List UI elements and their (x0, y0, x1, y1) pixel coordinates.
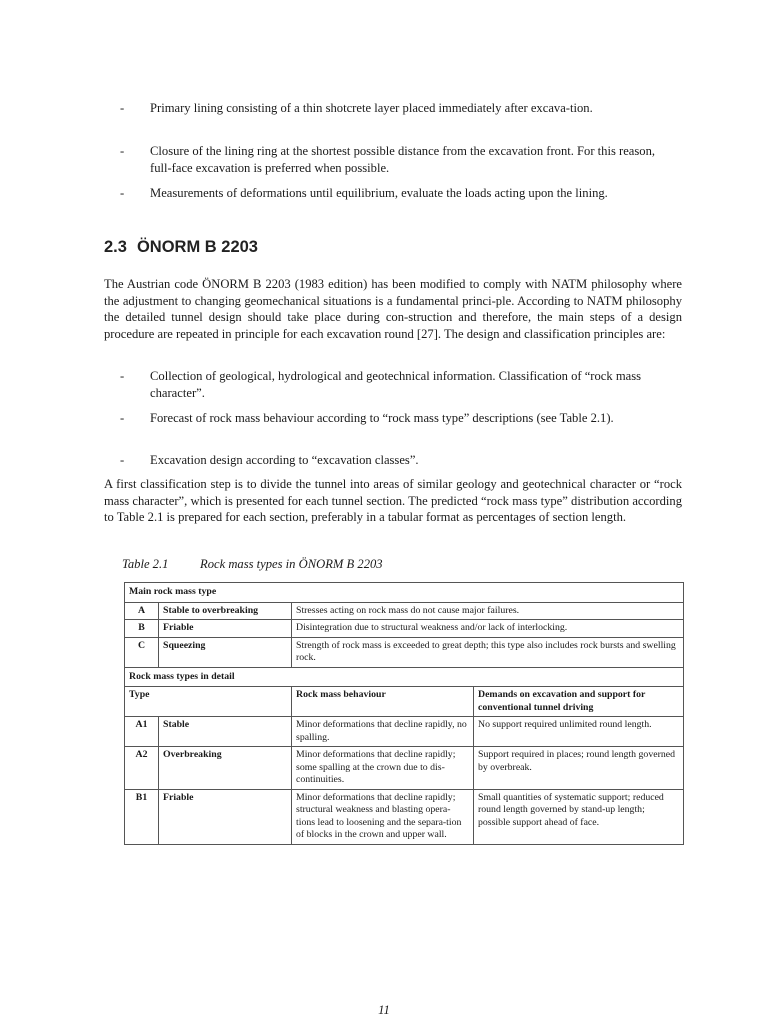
type-code: A1 (125, 717, 159, 747)
page-number: 11 (378, 1003, 390, 1017)
detail-types-header: Rock mass types in detail (125, 667, 684, 687)
table-row (125, 747, 684, 790)
bullet-forecast (104, 410, 664, 427)
bullet-text: Measurements of deformations until equilibrium, evaluate the loads acting upon the lining. (150, 186, 608, 200)
bullet-lining-closure (104, 143, 664, 176)
bullet-text: Collection of geological, hydrological and geotechnical information. Classification of “rock mass character”. (150, 369, 642, 400)
table-row (125, 583, 684, 603)
type-name: Stable (159, 717, 292, 747)
table-row (125, 637, 684, 667)
bullet-text: Forecast of rock mass behaviour according to “rock mass type” descriptions (see Table 2.1). (150, 411, 614, 425)
table-row (125, 602, 684, 620)
demands-cell: Support required in places; round length governed by overbreak. (474, 747, 684, 790)
table-caption (122, 557, 383, 572)
bullet-primary-lining (104, 100, 664, 117)
bullet-dash: - (120, 186, 125, 200)
type-name: Squeezing (159, 637, 292, 667)
table-caption-title: Rock mass types in ÖNORM B 2203 (200, 557, 383, 571)
type-code: B1 (125, 789, 159, 844)
table-row (125, 687, 684, 717)
table-row (125, 717, 684, 747)
type-name: Friable (159, 620, 292, 638)
column-header-behaviour: Rock mass behaviour (292, 687, 474, 717)
type-code: A2 (125, 747, 159, 790)
bullet-dash: - (120, 369, 125, 383)
paragraph-classification-step: A first classification step is to divide the tunnel into areas of similar geology and geotechnical character or “rock mass character”, which is presented for each tunnel section. The predicted “rock mass type” distribution according to Table 2.1 is prepared for each section, preferably in a tabular format as percentages of section length. (104, 477, 682, 524)
bullet-text: Closure of the lining ring at the shortest possible distance from the excavation front. For this reason, full-face excavation is preferred when possible. (150, 144, 656, 175)
section-heading (104, 238, 258, 257)
table-row (125, 789, 684, 844)
table-row (125, 620, 684, 638)
demands-cell: Small quantities of systematic support; reduced round length governed by stand-up length; possible support ahead of face. (474, 789, 684, 844)
type-name: Stable to overbreaking (159, 602, 292, 620)
type-description: Disintegration due to structural weakness and/or lack of interlocking. (292, 620, 684, 638)
behaviour-cell: Minor deformations that decline rapidly, no spalling. (292, 717, 474, 747)
paragraph-onorm-intro: The Austrian code ÖNORM B 2203 (1983 edition) has been modified to comply with NATM philosophy where the adjustment to changing geomechanical situations is a fundamental princi-ple. According to NATM philosophy the detailed tunnel design should take place during con-struction and therefore, the main steps of a design procedure are repeated in principle for each excavation round [27]. The design and classification principles are: (104, 277, 682, 341)
bullet-dash: - (120, 411, 125, 425)
bullet-excavation-design (104, 452, 664, 469)
section-number: 2.3 (104, 238, 127, 256)
bullet-collection (104, 368, 664, 401)
main-type-header: Main rock mass type (125, 583, 684, 603)
bullet-dash: - (120, 101, 125, 115)
type-name: Friable (159, 789, 292, 844)
type-code: A (125, 602, 159, 620)
behaviour-cell: Minor deformations that decline rapidly; some spalling at the crown due to dis-continuities. (292, 747, 474, 790)
type-description: Strength of rock mass is exceeded to great depth; this type also includes rock bursts and swelling rock. (292, 637, 684, 667)
table-caption-number: Table 2.1 (122, 557, 169, 571)
bullet-text: Excavation design according to “excavation classes”. (150, 453, 419, 467)
table-row (125, 667, 684, 687)
behaviour-cell: Minor deformations that decline rapidly; structural weakness and blasting opera-tions lead to loosening and the separa-tion of blocks in the crown and upper wall. (292, 789, 474, 844)
section-title: ÖNORM B 2203 (136, 238, 258, 256)
type-code: C (125, 637, 159, 667)
bullet-dash: - (120, 144, 125, 158)
bullet-measurements (104, 185, 664, 202)
type-name: Overbreaking (159, 747, 292, 790)
column-header-demands: Demands on excavation and support for conventional tunnel driving (474, 687, 684, 717)
type-description: Stresses acting on rock mass do not cause major failures. (292, 602, 684, 620)
bullet-dash: - (120, 453, 125, 467)
column-header-type: Type (125, 687, 292, 717)
type-code: B (125, 620, 159, 638)
rock-mass-types-table (124, 582, 684, 845)
demands-cell: No support required unlimited round length. (474, 717, 684, 747)
bullet-text: Primary lining consisting of a thin shotcrete layer placed immediately after excava-tion. (150, 101, 593, 115)
